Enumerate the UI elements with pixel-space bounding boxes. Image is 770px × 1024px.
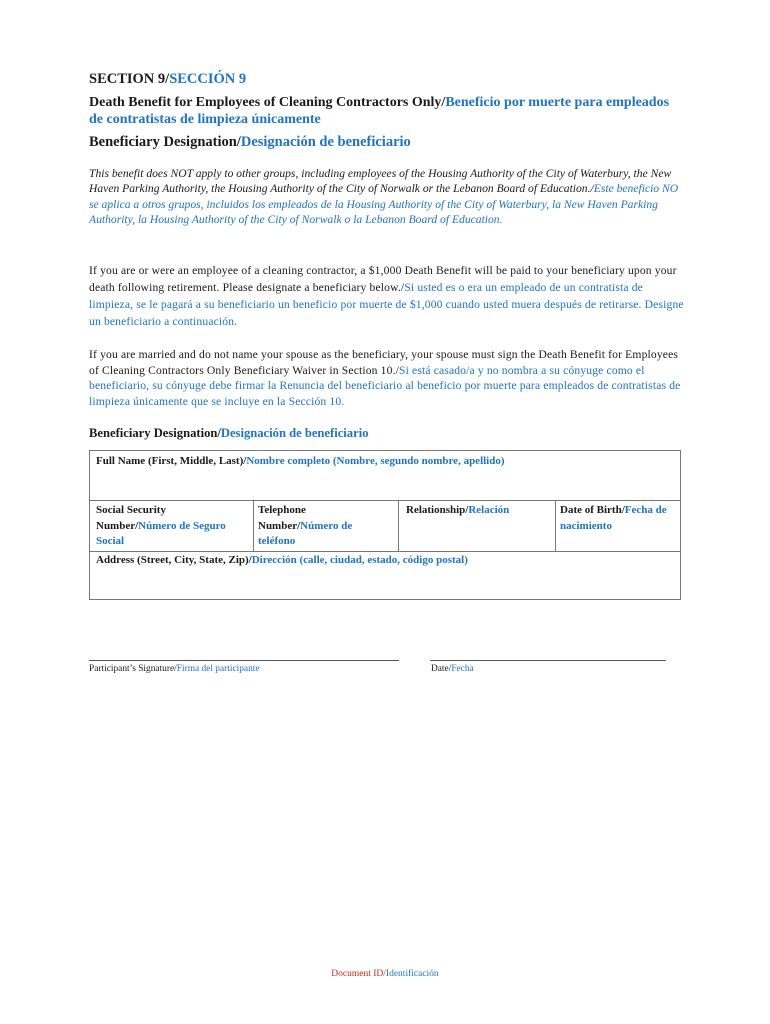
form-heading-en: Beneficiary Designation/ — [89, 426, 221, 440]
participant-signature-label — [89, 664, 260, 674]
section-title-es: SECCIÓN 9 — [169, 71, 247, 87]
ssn-label-es: Número de Seguro Social — [96, 519, 226, 547]
row-divider-top — [90, 500, 680, 501]
beneficiary-form — [89, 450, 681, 600]
row-divider-bottom — [90, 551, 680, 552]
section-title-en: SECTION 9/ — [89, 71, 170, 87]
address-label-en: Address (Street, City, State, Zip)/ — [96, 554, 252, 566]
subtitle-en: Death Benefit for Employees of Cleaning Contractors Only/ — [89, 95, 446, 110]
exclusion-paragraph — [89, 166, 686, 228]
full-name-label-en: Full Name (First, Middle, Last)/ — [96, 455, 247, 467]
exclusion-paragraph-es: Este beneficio NO se aplica a otros grupos, incluidos los empleados de la Housing Authority of the City of Waterbury, la New Haven Parking Authority, la Housing Authority of the City of Norwalk o la Lebanon Board of Education. — [89, 182, 679, 227]
ssn-field[interactable] — [96, 503, 246, 550]
telephone-field[interactable] — [258, 503, 368, 550]
dob-label-en: Date of Birth/ — [560, 504, 625, 516]
date-label-es: Fecha — [451, 664, 474, 674]
benefit-paragraph-en: If you are or were an employee of a cleaning contractor, a $1,000 Death Benefit will be paid to your beneficiary upon your death following retirement. Please designate a beneficiary below./ — [89, 264, 677, 294]
subtitle-es: Beneficio por muerte para empleados de contratistas de limpieza únicamente — [89, 95, 670, 127]
cell-divider-2 — [398, 500, 399, 551]
document-id-footer — [0, 969, 770, 979]
telephone-label-en: Telephone Number/ — [258, 504, 306, 532]
spouse-paragraph-es: Si está casado/a y no nombra a su cónyuge como el beneficiario, su cónyuge debe firmar la Renuncia del beneficiario al beneficio por muerte para empleados de contratistas de limpieza únicamente que se incluye en la Sección 10. — [89, 363, 681, 408]
relationship-label-en: Relationship/ — [406, 504, 469, 516]
participant-signature-line[interactable] — [89, 660, 399, 661]
benefit-paragraph — [89, 262, 686, 330]
document-subtitle — [89, 94, 679, 128]
beneficiary-heading-es: Designación de beneficiario — [240, 134, 411, 150]
address-label-es: Dirección (calle, ciudad, estado, código postal) — [251, 554, 468, 566]
form-heading-es: Designación de beneficiario — [220, 426, 369, 440]
relationship-label-es: Relación — [468, 504, 510, 516]
benefit-paragraph-es: Si usted es o era un empleado de un contratista de limpieza, se le pagará a su beneficiario un beneficio por muerte de $1,000 cuando usted muera después de retirarse. Designe un beneficiario a continuación. — [89, 281, 684, 328]
date-label-en: Date/ — [431, 664, 452, 674]
spouse-paragraph — [89, 347, 686, 409]
beneficiary-heading-en: Beneficiary Designation/ — [89, 134, 241, 150]
ssn-label-en: Social Security Number/ — [96, 504, 166, 532]
address-field[interactable] — [96, 553, 468, 569]
cell-divider-1 — [253, 500, 254, 551]
section-title — [89, 71, 246, 88]
full-name-label-es: Nombre completo (Nombre, segundo nombre, apellido) — [246, 455, 505, 467]
full-name-field[interactable] — [96, 454, 505, 470]
participant-signature-label-en: Participant’s Signature/ — [89, 664, 177, 674]
exclusion-paragraph-en: This benefit does NOT apply to other groups, including employees of the Housing Authority of the City of Waterbury, the New Haven Parking Authority, the Housing Authority of the City of Norwalk or the Lebanon Board of Education./ — [89, 167, 672, 196]
cell-divider-3 — [555, 500, 556, 551]
dob-field[interactable] — [560, 503, 682, 534]
participant-signature-label-es: Firma del participante — [176, 664, 260, 674]
document-id-es: Identificación — [385, 969, 439, 979]
date-label — [431, 664, 474, 674]
telephone-label-es: Número de teléfono — [258, 519, 353, 547]
form-heading — [89, 426, 369, 441]
date-signature-line[interactable] — [430, 660, 666, 661]
document-id-en: Document ID/ — [331, 969, 386, 979]
spouse-paragraph-en: If you are married and do not name your spouse as the beneficiary, your spouse must sign the Death Benefit for Employees of Cleaning Contractors Only Beneficiary Waiver in Section 10./ — [89, 348, 679, 377]
dob-label-es: Fecha de nacimiento — [560, 504, 667, 532]
beneficiary-heading — [89, 134, 411, 151]
relationship-field[interactable] — [406, 503, 556, 519]
